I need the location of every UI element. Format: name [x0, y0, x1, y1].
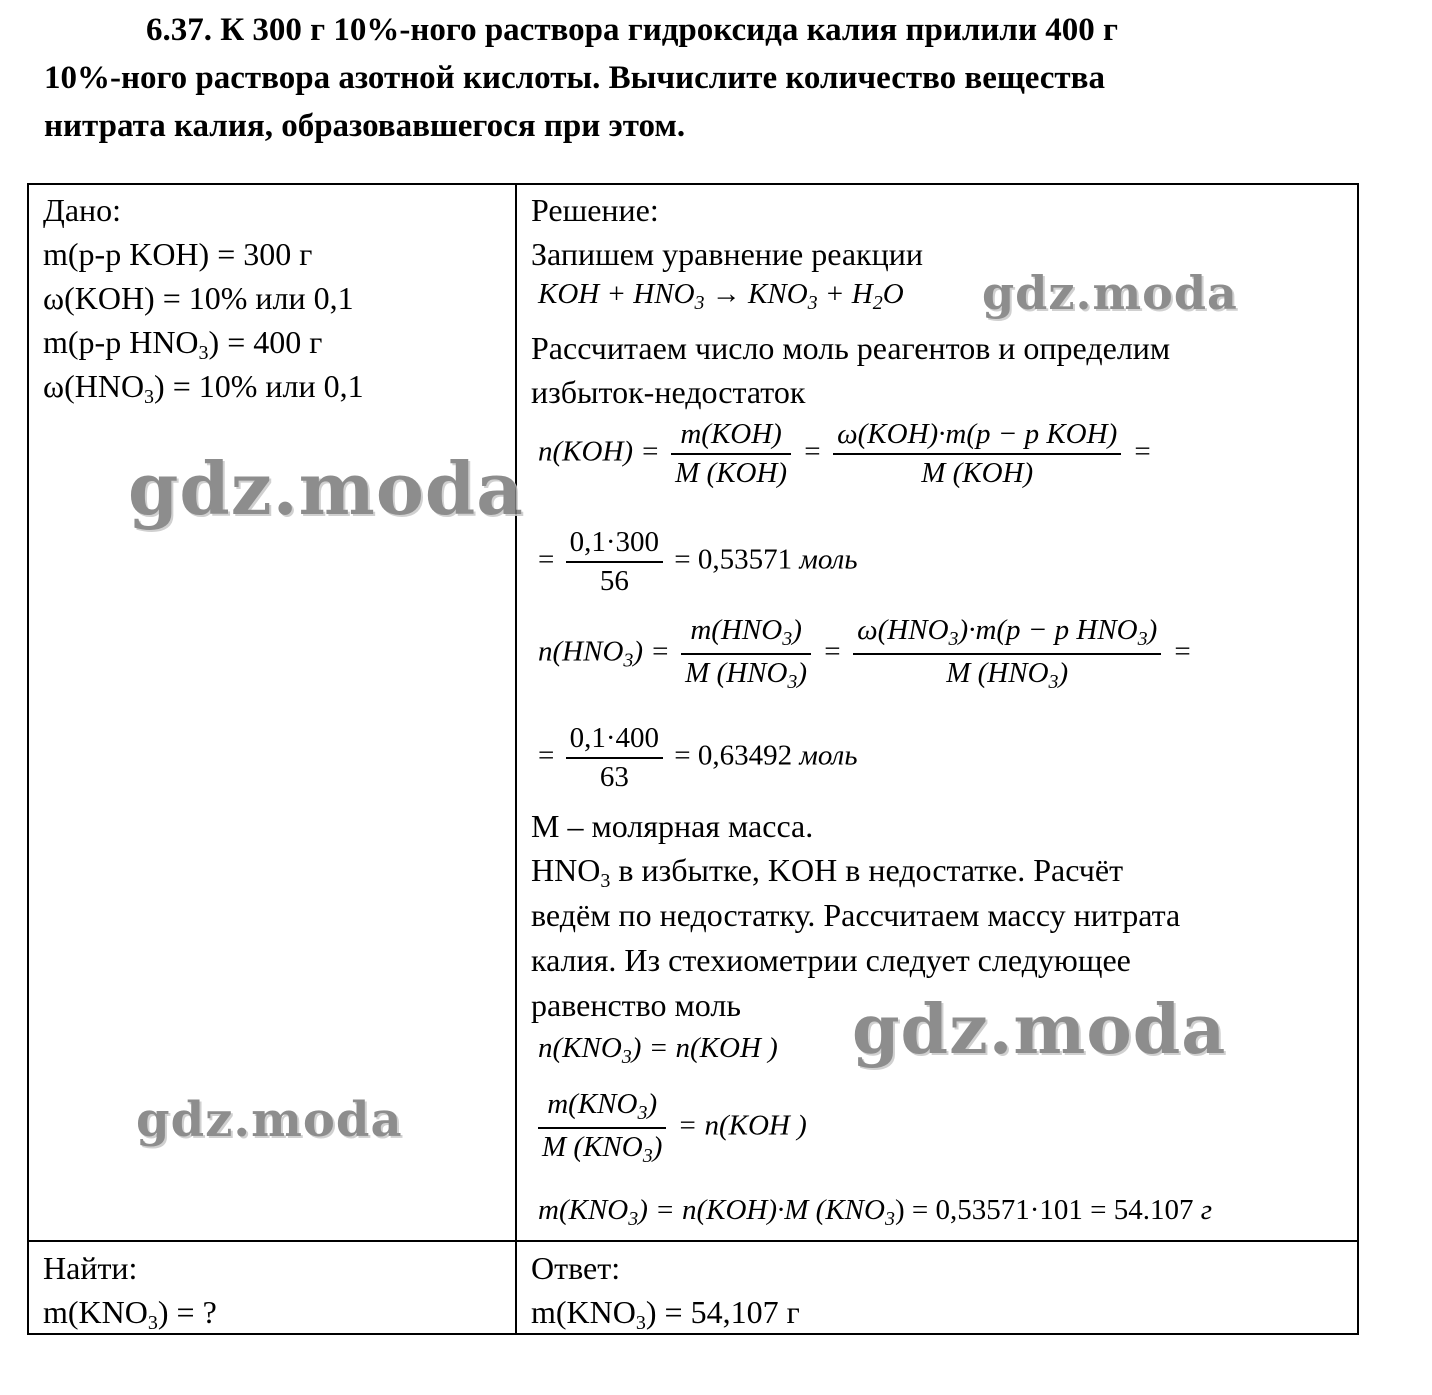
kno3-mass-calc — [538, 1194, 1212, 1231]
hno3-f1-num-head: m(HNO — [690, 614, 783, 646]
sub-3: 3 — [884, 1208, 895, 1230]
sub-3: 3 — [198, 342, 209, 364]
koh-result-value: = 0,53571 — [674, 543, 793, 576]
hno3-moles-result — [538, 722, 858, 794]
column-divider — [515, 183, 517, 1335]
answer-value-tail: ) = 54,107 г — [645, 1294, 800, 1330]
watermark: gdz.moda — [136, 1092, 403, 1148]
koh-r-num: 0,1·300 — [566, 526, 663, 563]
hno3-result-value: = 0,63492 — [674, 739, 793, 772]
sub-3: 3 — [621, 1046, 632, 1068]
koh-r-den: 56 — [599, 565, 629, 597]
eq1-tail: ) = n(KOH ) — [631, 1032, 778, 1064]
excess-line-1-tail: в избытке, KOH в недостатке. Расчёт — [610, 852, 1124, 888]
hno3-result-unit: моль — [799, 739, 858, 772]
problem-line-1: 6.37. К 300 г 10%-ного раствора гидроксида калия прилили 400 г — [146, 12, 1118, 48]
sub-3: 3 — [787, 671, 798, 693]
sub-3: 3 — [642, 1145, 653, 1167]
sub-3: 3 — [144, 386, 155, 408]
reaction-tail: O — [882, 278, 904, 310]
koh-fraction-2 — [833, 418, 1121, 490]
sub-3: 3 — [1137, 628, 1148, 650]
koh-result-unit: моль — [799, 543, 858, 576]
equals-sign: = — [822, 635, 842, 668]
koh-f2-num: ω(KOH)·m(p − p KOH) — [833, 418, 1121, 455]
kno3-f-den — [538, 1129, 666, 1168]
eq2-rhs: = n(KOH ) — [677, 1109, 807, 1142]
excess-line-1-head: HNO — [531, 852, 601, 888]
reaction-equation — [538, 278, 904, 315]
given-koh-mass: m(р-р KOH) = 300 г — [43, 236, 313, 272]
hno3-r-num: 0,1·400 — [566, 722, 663, 759]
hno3-fraction-1 — [681, 614, 811, 694]
answer-value — [531, 1290, 800, 1345]
close-paren: ) — [652, 1131, 663, 1163]
koh-fraction-1 — [671, 418, 791, 490]
given-hno3-mass-head: m(р-р HNO — [43, 324, 199, 360]
given-hno3-fraction — [43, 364, 364, 419]
hno3-f1-den-head: M (HNO — [685, 657, 788, 689]
sub-3: 3 — [782, 628, 793, 650]
eq2-num-head: m(KNO — [547, 1088, 638, 1120]
excess-line-3: калия. Из стехиометрии следует следующее — [531, 942, 1131, 978]
close-paren: ) — [647, 1088, 658, 1120]
close-paren: ) — [797, 657, 808, 689]
reaction-arrow: → KNO — [704, 278, 808, 310]
watermark: gdz.moda — [852, 990, 1227, 1070]
given-hno3-fraction-head: ω(HNO — [43, 368, 145, 404]
koh-result-fraction — [566, 526, 663, 598]
watermark: gdz.moda — [982, 266, 1238, 320]
reaction-rhs: + H — [817, 278, 873, 310]
hno3-result-fraction — [566, 722, 663, 794]
given-heading: Дано: — [43, 192, 122, 228]
solution-intro: Запишем уравнение реакции — [531, 236, 923, 272]
find-target-head: m(KNO — [43, 1294, 148, 1330]
sub-3: 3 — [694, 292, 705, 314]
answer-heading: Ответ: — [531, 1250, 621, 1286]
hno3-f2-num — [853, 614, 1161, 655]
find-heading: Найти: — [43, 1250, 138, 1286]
molar-mass-note: M – молярная масса. — [531, 808, 814, 844]
mass-over-molar-equality — [534, 1088, 807, 1168]
eq3-mid: ) = n(KOH)·M (KNO — [638, 1194, 885, 1226]
sub-3: 3 — [623, 649, 634, 672]
hno3-f1-den — [681, 655, 811, 694]
hno3-f2-num-mid: )·m(p − p HNO — [958, 614, 1138, 646]
answer-value-head: m(KNO — [531, 1294, 636, 1330]
solution-heading: Решение: — [531, 192, 659, 228]
given-koh-fraction: ω(KOH) = 10% или 0,1 — [43, 280, 354, 316]
given-hno3-fraction-tail: ) = 10% или 0,1 — [154, 368, 364, 404]
hno3-moles-formula — [538, 614, 1192, 694]
eq1-head: n(KNO — [538, 1032, 622, 1064]
koh-lhs: n(KOH) = — [538, 435, 660, 468]
given-hno3-mass-tail: ) = 400 г — [208, 324, 323, 360]
find-target-tail: ) = ? — [157, 1294, 217, 1330]
hno3-f2-num-head: ω(HNO — [857, 614, 949, 646]
hno3-f2-den — [853, 655, 1161, 694]
hno3-f2-den-head: M (HNO — [946, 657, 1049, 689]
sub-3: 3 — [635, 1312, 646, 1334]
koh-moles-formula — [538, 418, 1152, 490]
sub-3: 3 — [147, 1312, 158, 1334]
problem-line-3: нитрата калия, образовавшегося при этом. — [44, 108, 686, 144]
koh-f1-den: M (KOH) — [675, 457, 788, 489]
calc-intro-2: избыток-недостаток — [531, 374, 806, 410]
excess-line-2: ведём по недостатку. Рассчитаем массу нитрата — [531, 897, 1181, 933]
close-paren: ) — [792, 614, 802, 646]
kno3-f-num — [538, 1088, 666, 1129]
hno3-lhs-tail: ) = — [633, 635, 670, 668]
find-target — [43, 1290, 217, 1345]
close-paren: ) — [1058, 657, 1069, 689]
kno3-fraction — [538, 1088, 666, 1168]
eq3-unit: г — [1200, 1194, 1213, 1226]
reaction-lhs: KOH + HNO — [538, 278, 695, 310]
excess-line-4: равенство моль — [531, 987, 741, 1023]
sub-3: 3 — [1048, 671, 1059, 693]
watermark: gdz.moda — [128, 446, 524, 531]
equals-sign: = — [538, 739, 555, 772]
koh-moles-result — [538, 526, 858, 598]
eq3-head: m(KNO — [538, 1194, 629, 1226]
sub-3: 3 — [948, 628, 959, 650]
row-divider — [27, 1240, 1359, 1242]
mole-equality — [538, 1032, 778, 1069]
equals-sign: = — [1132, 435, 1153, 468]
problem-line-2: 10%-ного раствора азотной кислоты. Вычислите количество вещества — [44, 60, 1105, 96]
close-paren: ) — [1147, 614, 1158, 646]
equals-sign: = — [1172, 635, 1193, 668]
calc-intro-1: Рассчитаем число моль реагентов и определим — [531, 330, 1171, 366]
sub-3: 3 — [807, 292, 818, 314]
sub-3: 3 — [600, 870, 611, 892]
equals-sign: = — [538, 543, 555, 576]
hno3-lhs-head: n(HNO — [538, 635, 624, 668]
hno3-fraction-2 — [853, 614, 1161, 694]
sub-2: 2 — [872, 292, 883, 314]
eq2-den-head: M (KNO — [542, 1131, 643, 1163]
hno3-r-den: 63 — [599, 761, 629, 793]
equals-sign: = — [802, 435, 822, 468]
eq3-tail: ) = 0,53571·101 = 54.107 — [894, 1194, 1194, 1226]
hno3-f1-num — [681, 614, 811, 655]
problem-statement — [44, 6, 1344, 150]
koh-f1-num: m(KOH) — [671, 418, 791, 455]
sub-3: 3 — [628, 1208, 639, 1230]
koh-f2-den: M (KOH) — [921, 457, 1034, 489]
sub-3: 3 — [637, 1102, 648, 1124]
